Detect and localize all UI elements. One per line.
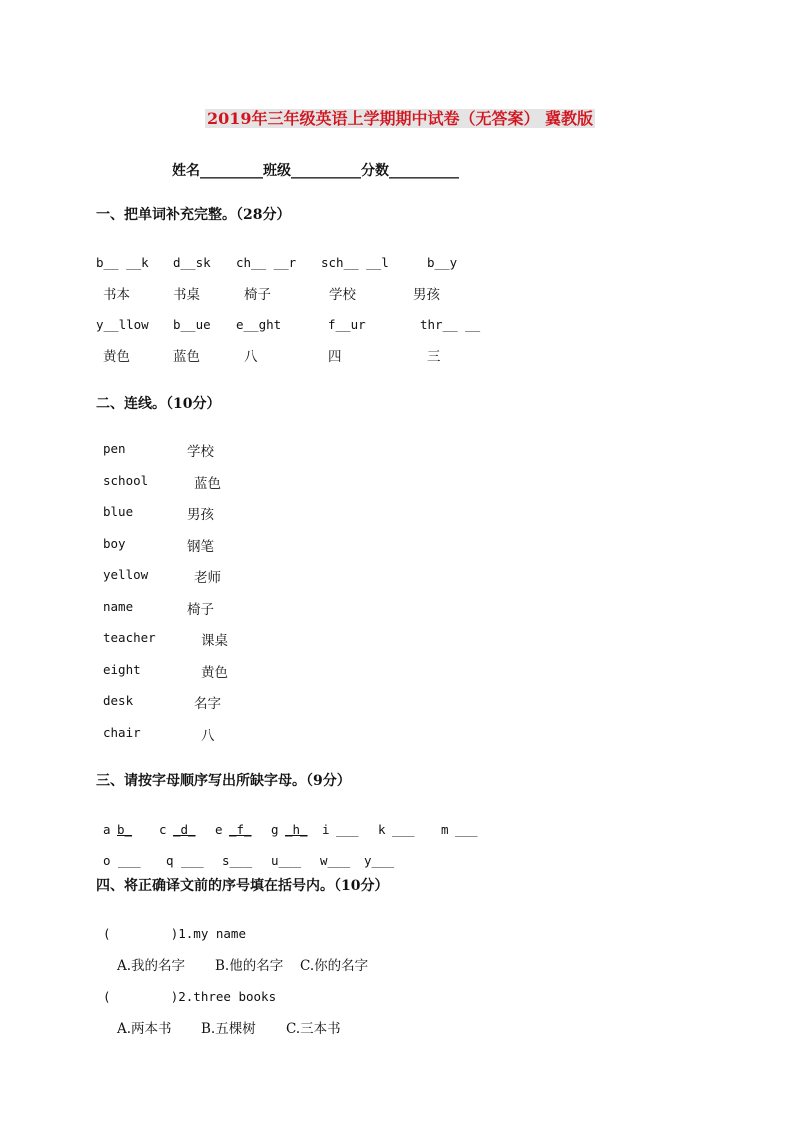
word-meaning: 学校 <box>329 287 356 303</box>
match-chinese-word: 课桌 <box>201 633 228 649</box>
page-title <box>0 106 800 129</box>
match-chinese-word: 蓝色 <box>194 476 221 492</box>
match-chinese-word: 椅子 <box>187 602 214 618</box>
word-blank: y__llow <box>96 317 149 332</box>
word-blank: e__ght <box>236 317 282 332</box>
word-blank: b__ __k <box>96 255 149 270</box>
word-blank: b__y <box>427 255 458 270</box>
letter-given: c <box>159 822 167 837</box>
letter-blank: u___ <box>271 853 302 868</box>
section4-heading: 四、将正确译文前的序号填在括号内。（10分） <box>96 878 389 894</box>
word-meaning: 三 <box>427 349 441 365</box>
word-meaning: 四 <box>328 349 342 365</box>
match-chinese-word: 男孩 <box>187 507 214 523</box>
letter-blank: o ___ <box>103 853 141 868</box>
translation-option: C.你的名字 <box>300 958 369 974</box>
letter-answer: ___ <box>392 822 415 837</box>
section1-heading: 一、把单词补充完整。（28分） <box>96 207 291 223</box>
word-meaning: 蓝色 <box>173 349 200 365</box>
translation-option: A.两本书 <box>117 1021 172 1037</box>
page-title-text: 2019年三年级英语上学期期中试卷（无答案） 冀教版 <box>206 109 594 128</box>
letter-given: i <box>322 822 330 837</box>
student-info-line: 姓名_________班级__________分数__________ <box>172 163 459 179</box>
match-english-word: eight <box>103 662 141 677</box>
match-english-word: boy <box>103 536 126 551</box>
word-meaning: 书桌 <box>173 287 200 303</box>
letter-blank: w___ <box>320 853 351 868</box>
word-blank: f__ur <box>328 317 366 332</box>
match-english-word: chair <box>103 725 141 740</box>
translation-question: ( )1.my name <box>103 926 246 941</box>
match-english-word: blue <box>103 504 134 519</box>
translation-option: A.我的名字 <box>117 958 186 974</box>
letter-answer: ___ <box>336 822 359 837</box>
match-chinese-word: 学校 <box>187 444 214 460</box>
translation-option: B.五棵树 <box>201 1021 256 1037</box>
letter-blank: q ___ <box>166 853 204 868</box>
word-blank: ch__ __r <box>236 255 297 270</box>
letter-given: k <box>378 822 386 837</box>
letter-answer: _f_ <box>229 822 252 837</box>
letter-blank: s___ <box>222 853 253 868</box>
match-chinese-word: 八 <box>201 728 215 744</box>
letter-answer: _h_ <box>285 822 308 837</box>
match-english-word: teacher <box>103 630 156 645</box>
letter-answer: ___ <box>455 822 478 837</box>
word-blank: b__ue <box>173 317 211 332</box>
match-english-word: yellow <box>103 567 149 582</box>
word-meaning: 八 <box>244 349 258 365</box>
letter-given: a <box>103 822 111 837</box>
letter-answer: b_ <box>117 822 133 837</box>
word-meaning: 黄色 <box>103 349 130 365</box>
word-meaning: 椅子 <box>244 287 271 303</box>
letter-given: m <box>441 822 449 837</box>
match-english-word: pen <box>103 441 126 456</box>
letter-given: e <box>215 822 223 837</box>
section2-heading: 二、连线。（10分） <box>96 396 221 412</box>
match-chinese-word: 黄色 <box>201 665 228 681</box>
match-english-word: school <box>103 473 149 488</box>
match-chinese-word: 老师 <box>194 570 221 586</box>
letter-given: g <box>271 822 279 837</box>
match-chinese-word: 钢笔 <box>187 539 214 555</box>
match-english-word: desk <box>103 693 134 708</box>
word-blank: sch__ __l <box>321 255 389 270</box>
letter-blank: y___ <box>364 853 395 868</box>
translation-question: ( )2.three books <box>103 989 277 1004</box>
translation-option: B.他的名字 <box>215 958 284 974</box>
match-chinese-word: 名字 <box>194 696 221 712</box>
letter-answer: _d_ <box>173 822 196 837</box>
word-blank: thr__ __ <box>420 317 481 332</box>
word-meaning: 男孩 <box>413 287 440 303</box>
section3-heading: 三、请按字母顺序写出所缺字母。（9分） <box>96 773 351 789</box>
translation-option: C.三本书 <box>286 1021 341 1037</box>
match-english-word: name <box>103 599 134 614</box>
word-meaning: 书本 <box>103 287 130 303</box>
word-blank: d__sk <box>173 255 211 270</box>
